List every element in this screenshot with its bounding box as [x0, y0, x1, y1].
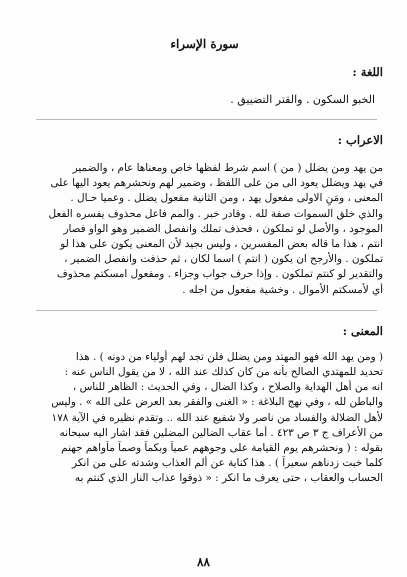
- mana-line: بقوله : ( ونحشرهم يوم القيامة على وجوههم عمياً وبكماً وصماً مأواهم جهنم: [61, 442, 383, 455]
- irab-line: في يهد ويضلل يعود الى من على اللفظ ، وضمير لهم ونحشرهم يعود اليها على: [50, 177, 383, 190]
- mana-line: ( ومن يهد الله فهو المهتد ومن يضلل فلن تجد لهم أولياء من دونه ) . هذا: [75, 350, 383, 363]
- section-divider: [36, 310, 377, 311]
- irab-line: انتم ، هذا ما قاله بعض المفسرين ، وليس بجيد لأن المعنى يكون على هذا لو: [60, 238, 383, 251]
- mana-line: كلما خبت زدناهم سعيراً ) . هذا كناية عن ألم العذاب وشدته على من انكر: [72, 457, 383, 470]
- irab-paragraph: [26, 161, 383, 298]
- mana-line: من الأعراف ج ٣ ص ٤٢٣ . أما عقاب الضالين المضلين فقد اشار اليه سبحانه: [59, 426, 383, 439]
- irab-line: والذي خلق السموات صفة لله . وقادر خبر . والمم فاعل محذوف يفسره الفعل: [48, 207, 383, 220]
- mana-line: لأهل الضلالة والفساد من ناصر ولا شفيع عند الله .. وتقدم نظيره في الآية ١٧٨: [51, 411, 383, 424]
- irab-line: أي لأمسكتم الأموال . وخشية مفعول من اجله .: [182, 283, 383, 296]
- mana-line: الحساب والعقاب ، حتى يعرف ما انكر : « ذوقوا عذاب النار الذي كنتم به: [74, 472, 383, 485]
- mana-paragraph: [26, 350, 383, 487]
- mana-line: تحديد للمهتدي الصالح بأنه من كان كذلك عند الله ، لا من يقول الناس عنه :: [64, 366, 383, 379]
- mana-line: والباطن لله ، وفي نهج البلاغة : « الغنى والفقر بعد العرض على الله » . وليس: [51, 396, 383, 409]
- lugha-heading: اللغة :: [352, 65, 383, 79]
- irab-line: والتقدير لو كنتم تملكون . وإذا حرف جواب وجزاء . ومفعول امسكتم محذوف: [56, 268, 383, 281]
- irab-line: تملكون . والأرجح ان يكون ( انتم ) اسما لكان ، ثم حذفت وانفصل الضمير ،: [64, 253, 383, 266]
- section-divider: [36, 119, 377, 120]
- irab-line: من يهد ومن يضلل ( من ) اسم شرط لفظها خاص ومعناها عام ، والضمير: [72, 162, 383, 174]
- irab-line: المعنى ، ومَنِ الاولى مفعول يهد ، ومن الثانية مفعول يضلل . وعميا حـال .: [70, 192, 383, 205]
- lugha-definition: الخبو السكون . والقتر التضييق .: [230, 93, 375, 106]
- irab-heading: الاعراب :: [337, 133, 383, 147]
- page-number: ٨٨: [197, 555, 210, 569]
- surah-title: سورة الإسراء: [170, 37, 239, 51]
- mana-line: انه من أهل الهداية والصلاح ، وكذا الضال ، وفي الحديث : الظاهر للناس ،: [72, 381, 383, 394]
- mana-heading: المعنى :: [342, 323, 383, 338]
- irab-line: الموجود ، والأصل لو تملكون ، فحذف تملك وانفصل الضمير وهو الواو فصار: [63, 222, 383, 235]
